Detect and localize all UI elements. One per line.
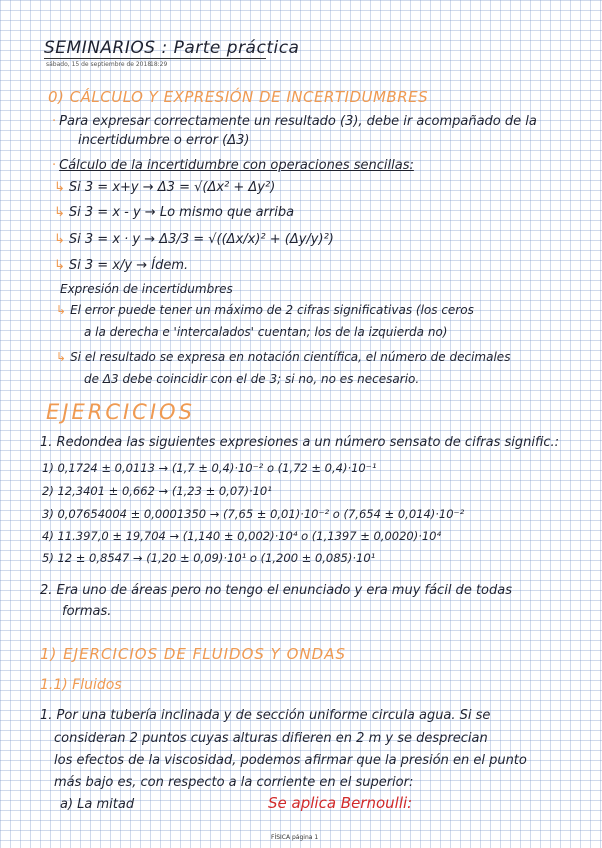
- fluidos-subtitle: 1.1) Fluidos: [40, 677, 122, 693]
- section-0-title: 0) CÁLCULO Y EXPRESIÓN DE INCERTIDUMBRES: [48, 88, 429, 106]
- fluidos-problem-line-4: más bajo es, con respecto a la corriente en el superior:: [54, 775, 414, 790]
- page-footer: FÍSICA página 1: [271, 834, 319, 841]
- exercise-item-3: 3) 0,07654004 ± 0,0001350 → (7,65 ± 0,01)·10⁻² o (7,654 ± 0,014)·10⁻²: [42, 507, 465, 521]
- rule-quotient: ↳ Si 3 = x/y → Ídem.: [54, 258, 189, 273]
- page-date: sábado, 15 de septiembre de 2018: [46, 61, 152, 68]
- expr-title: Expresión de incertidumbres: [60, 282, 233, 296]
- question-2-line-2: formas.: [62, 604, 112, 619]
- question-2-line-1: 2. Era uno de áreas pero no tengo el enunciado y era muy fácil de todas: [40, 583, 512, 598]
- title-underline: [44, 58, 266, 59]
- calc-title: · Cálculo de la incertidumbre con operaciones sencillas:: [52, 158, 414, 173]
- ejercicios-title: EJERCICIOS: [46, 400, 195, 424]
- rule-product: ↳ Si 3 = x · y → Δ3/3 = √((Δx/x)² + (Δy/y)²): [54, 232, 334, 247]
- exercise-item-1: 1) 0,1724 ± 0,0113 → (1,7 ± 0,4)·10⁻² o (1,72 ± 0,4)·10⁻¹: [42, 461, 377, 475]
- exercise-item-4: 4) 11.397,0 ± 19,704 → (1,140 ± 0,002)·10⁴ o (1,1397 ± 0,0020)·10⁴: [42, 529, 442, 543]
- rule-diff: ↳ Si 3 = x - y → Lo mismo que arriba: [54, 205, 295, 220]
- option-a: a) La mitad: [60, 797, 135, 812]
- question-1: 1. Redondea las siguientes expresiones a un número sensato de cifras signific.:: [40, 435, 560, 450]
- fluidos-problem-line-3: los efectos de la viscosidad, podemos afirmar que la presión en el punto: [54, 753, 527, 768]
- page-time: 18:29: [150, 61, 168, 68]
- expr-rule-2b: de Δ3 debe coincidir con el de 3; si no, no es necesario.: [84, 372, 420, 386]
- expr-rule-1a: ↳ El error puede tener un máximo de 2 cifras significativas (los ceros: [56, 303, 474, 317]
- expr-rule-2a: ↳ Si el resultado se expresa en notación científica, el número de decimales: [56, 350, 511, 364]
- fluidos-problem-line-1: 1. Por una tubería inclinada y de sección uniforme circula agua. Si se: [40, 708, 491, 723]
- exercise-item-5: 5) 12 ± 0,8547 → (1,20 ± 0,09)·10¹ o (1,200 ± 0,085)·10¹: [42, 551, 376, 565]
- rule-sum: ↳ Si 3 = x+y → Δ3 = √(Δx² + Δy²): [54, 180, 276, 195]
- bernoulli-note: Se aplica Bernoulli:: [268, 794, 413, 812]
- expr-rule-1b: a la derecha e 'intercalados' cuentan; los de la izquierda no): [84, 325, 448, 339]
- page-title: SEMINARIOS : Parte práctica: [44, 38, 300, 58]
- fluidos-problem-line-2: consideran 2 puntos cuyas alturas difieren en 2 m y se desprecian: [54, 731, 488, 746]
- fluidos-section-title: 1) EJERCICIOS DE FLUIDOS Y ONDAS: [40, 645, 346, 663]
- intro-line-2: incertidumbre o error (Δ3): [78, 133, 250, 148]
- intro-line-1: · Para expresar correctamente un resultado (3), debe ir acompañado de la: [52, 114, 537, 129]
- exercise-item-2: 2) 12,3401 ± 0,662 → (1,23 ± 0,07)·10¹: [42, 484, 272, 498]
